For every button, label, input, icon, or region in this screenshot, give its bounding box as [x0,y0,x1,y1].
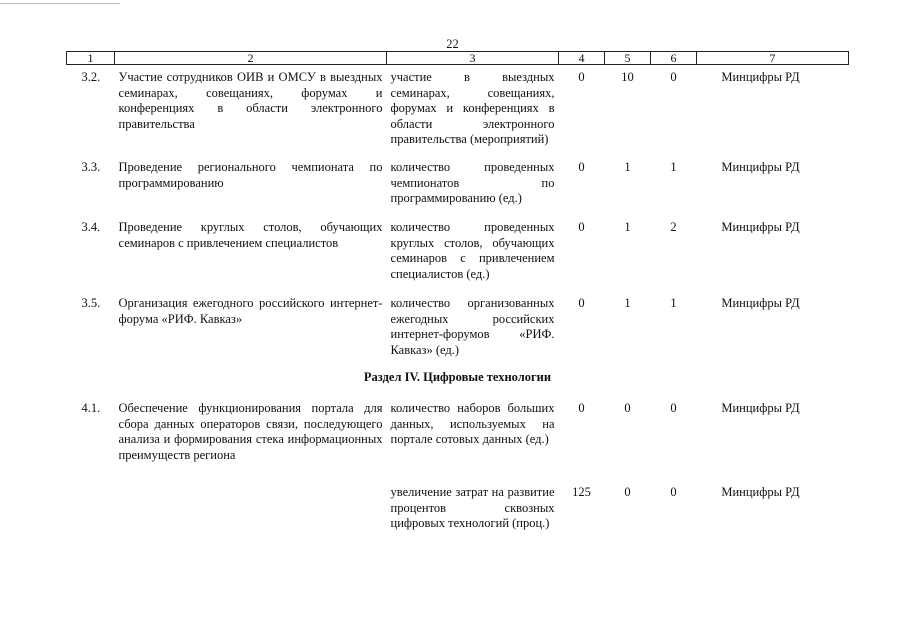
measure-description: Обеспечение функционирования портала для сбора данных операторов связи, последующего анализа и формирования стека информационных преимуществ региона [118,401,383,462]
table-row [67,155,849,215]
col-header-7: 7 [697,52,849,65]
col-header-1: 1 [67,52,115,65]
col-header-3: 3 [387,52,559,65]
row-number: 3.4. [81,220,101,234]
col-header-4: 4 [559,52,605,65]
value-col6: 1 [670,160,677,174]
value-col5: 10 [621,70,634,84]
measure-description: Проведение регионального чемпионата по программированию [118,160,383,190]
value-col6: 2 [670,220,677,234]
value-col6: 0 [670,485,677,499]
measure-description: Организация ежегодного российского интернет-форума «РИФ. Кавказ» [118,296,383,326]
table-row [67,480,849,555]
value-col5: 1 [624,296,631,310]
col-header-6: 6 [651,52,697,65]
responsible-org: Минцифры РД [721,70,800,84]
indicator-text: количество проведенных круглых столов, обучающих семинаров с привлечением специалистов (ед.) [390,220,555,281]
measures-table [66,51,849,555]
top-rule [0,3,120,4]
value-col4: 0 [578,70,585,84]
value-col4: 0 [578,160,585,174]
measure-description: Участие сотрудников ОИВ и ОМСУ в выездных семинарах, совещаниях, форумах и конференциях в области электронного правительства [118,70,383,131]
value-col4: 0 [578,401,585,415]
value-col5: 1 [624,160,631,174]
row-number [67,480,115,555]
value-col6: 1 [670,296,677,310]
value-col6: 0 [670,401,677,415]
value-col4: 125 [572,485,591,499]
row-number: 3.2. [81,70,101,84]
row-number: 4.1. [81,401,101,415]
responsible-org: Минцифры РД [721,160,800,174]
page-number: 22 [446,37,459,51]
row-number: 3.3. [81,160,101,174]
table-row [67,396,849,480]
responsible-org: Минцифры РД [721,485,800,499]
value-col5: 0 [624,401,631,415]
indicator-text: увеличение затрат на развитие процентов сквозных цифровых технологий (проц.) [390,485,555,530]
section-heading: Раздел IV. Цифровые технологии [363,370,552,384]
indicator-text: количество организованных ежегодных российских интернет-форумов «РИФ. Кавказ» (ед.) [390,296,555,357]
indicator-text: участие в выездных семинарах, совещаниях, форумах и конференциях в области электронного правительства (мероприятий) [390,70,555,146]
responsible-org: Минцифры РД [721,296,800,310]
responsible-org: Минцифры РД [721,220,800,234]
row-number: 3.5. [81,296,101,310]
indicator-text: количество наборов больших данных, используемых на портале сотовых данных (ед.) [390,401,555,446]
value-col6: 0 [670,70,677,84]
table-row [67,215,849,291]
table-row [67,65,849,156]
value-col5: 0 [624,485,631,499]
value-col4: 0 [578,220,585,234]
value-col4: 0 [578,296,585,310]
col-header-2: 2 [115,52,387,65]
responsible-org: Минцифры РД [721,401,800,415]
table-row [67,291,849,366]
measure-description: Проведение круглых столов, обучающих семинаров с привлечением специалистов [118,220,383,250]
measure-description [115,480,387,555]
value-col5: 1 [624,220,631,234]
col-header-5: 5 [605,52,651,65]
section-row [67,366,849,396]
header-row [67,52,849,65]
indicator-text: количество проведенных чемпионатов по программированию (ед.) [390,160,555,205]
